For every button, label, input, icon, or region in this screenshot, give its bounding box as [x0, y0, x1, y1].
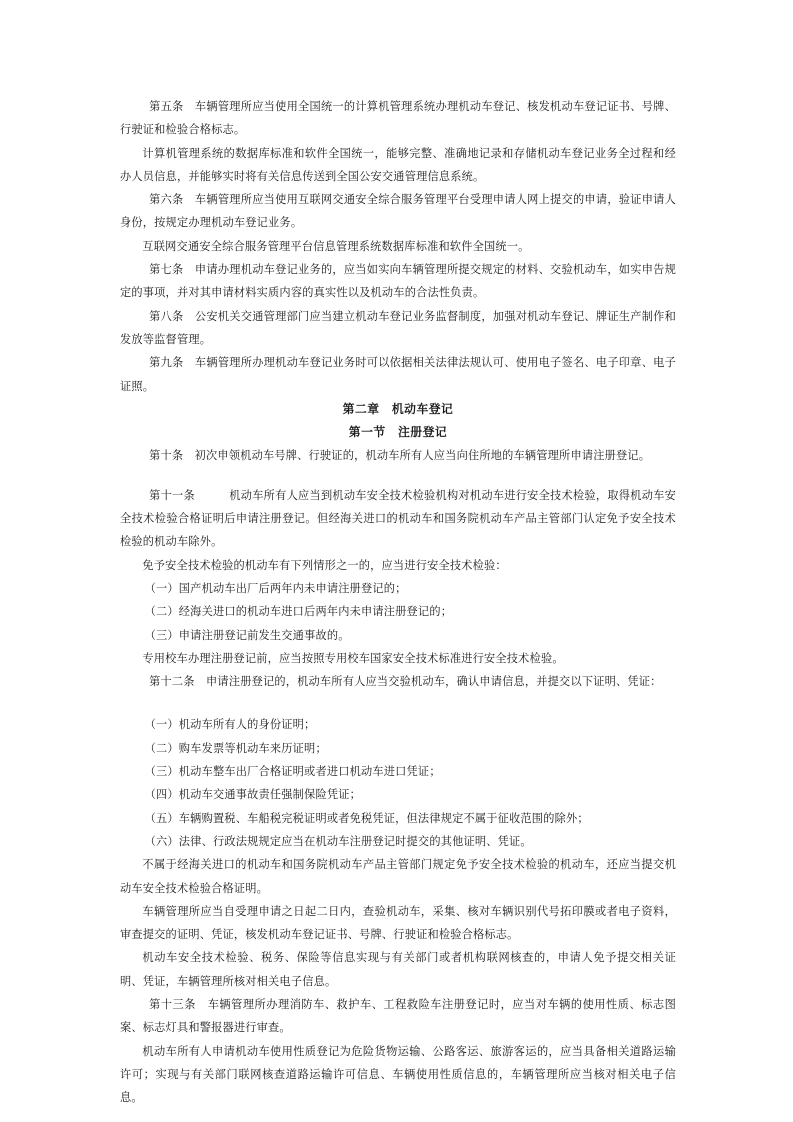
paragraph: 不属于经海关进口的机动车和国务院机动车产品主管部门规定免予安全技术检验的机动车，还应当提交机动车安全技术检验合格证明。 [120, 858, 676, 895]
section-heading: 第一节 注册登记 [348, 425, 448, 440]
paragraph: 机动车安全技术检验、税务、保险等信息实现与有关部门或者机构联网核查的，申请人免予提交相关证明、凭证，车辆管理所核对相关电子信息。 [120, 951, 676, 988]
list-item: （二）经海关进口的机动车进口后两年内未申请注册登记的； [144, 605, 453, 619]
article-12: 第十二条 申请注册登记的，机动车所有人应当交验机动车，确认申请信息，并提交以下证明、凭证： [149, 675, 662, 689]
document-page [120, 95, 676, 1109]
article-9: 第九条 车辆管理所办理机动车登记业务时可以依据相关法律法规认可、使用电子签名、电子印章、电子证照。 [120, 356, 676, 393]
paragraph: 机动车所有人申请机动车使用性质登记为危险货物运输、公路客运、旅游客运的，应当具备相关道路运输许可；实现与有关部门联网核查道路运输许可信息、车辆使用性质信息的，车辆管理所应当核对相关电子信息。 [120, 1044, 676, 1105]
list-item: （三）机动车整车出厂合格证明或者进口机动车进口凭证； [144, 765, 441, 779]
list-item: （三）申请注册登记前发生交通事故的。 [144, 628, 350, 642]
list-item: （六）法律、行政法规规定应当在机动车注册登记时提交的其他证明、凭证。 [144, 834, 532, 848]
list-item: （四）机动车交通事故责任强制保险凭证； [144, 788, 361, 802]
article-5: 第五条 车辆管理所应当使用全国统一的计算机管理系统办理机动车登记、核发机动车登记证书、号牌、行驶证和检验合格标志。 [120, 100, 676, 137]
list-item: （五）车辆购置税、车船税完税证明或者免税凭证，但法律规定不属于征收范围的除外； [144, 811, 589, 825]
paragraph: 免予安全技术检验的机动车有下列情形之一的，应当进行安全技术检验： [142, 558, 507, 572]
list-item: （二）购车发票等机动车来历证明； [144, 741, 327, 755]
article-10: 第十条 初次申领机动车号牌、行驶证的，机动车所有人应当向住所地的车辆管理所申请注册登记。 [149, 449, 651, 463]
chapter-heading: 第二章 机动车登记 [342, 401, 454, 416]
paragraph: 车辆管理所应当自受理申请之日起二日内，查验机动车，采集、核对车辆识别代号拓印膜或者电子资料，审查提交的证明、凭证，核发机动车登记证书、号牌、行驶证和检验合格标志。 [120, 904, 676, 942]
spacer [120, 468, 676, 484]
paragraph: 专用校车办理注册登记前，应当按照专用校车国家安全技术标准进行安全技术检验。 [142, 651, 564, 665]
spacer [120, 693, 676, 713]
article-6: 第六条 车辆管理所应当使用互联网交通安全综合服务管理平台受理申请人网上提交的申请，验证申请人身份，按规定办理机动车登记业务。 [120, 193, 676, 230]
article-7: 第七条 申请办理机动车登记业务的，应当如实向车辆管理所提交规定的材料、交验机动车，如实申告规定的事项，并对其申请材料实质内容的真实性以及机动车的合法性负责。 [120, 263, 676, 300]
article-13: 第十三条 车辆管理所办理消防车、救护车、工程救险车注册登记时，应当对车辆的使用性质、标志图案、标志灯具和警报器进行审查。 [120, 997, 676, 1035]
paragraph: 互联网交通安全综合服务管理平台信息管理系统数据库标准和软件全国统一。 [142, 239, 530, 253]
article-8: 第八条 公安机关交通管理部门应当建立机动车登记业务监督制度，加强对机动车登记、牌证生产制作和发放等监督管理。 [120, 309, 676, 346]
list-item: （一）国产机动车出厂后两年内未申请注册登记的； [144, 581, 407, 595]
article-11: 第十一条 机动车所有人应当到机动车安全技术检验机构对机动车进行安全技术检验，取得机动车安全技术检验合格证明后申请注册登记。但经海关进口的机动车和国务院机动车产品主管部门认定免予安全技术检验的机动车除外。 [120, 488, 676, 549]
paragraph: 计算机管理系统的数据库标准和软件全国统一，能够完整、准确地记录和存储机动车登记业务全过程和经办人员信息，并能够实时将有关信息传送到全国公安交通管理信息系统。 [120, 146, 676, 183]
list-item: （一）机动车所有人的身份证明； [144, 718, 316, 732]
